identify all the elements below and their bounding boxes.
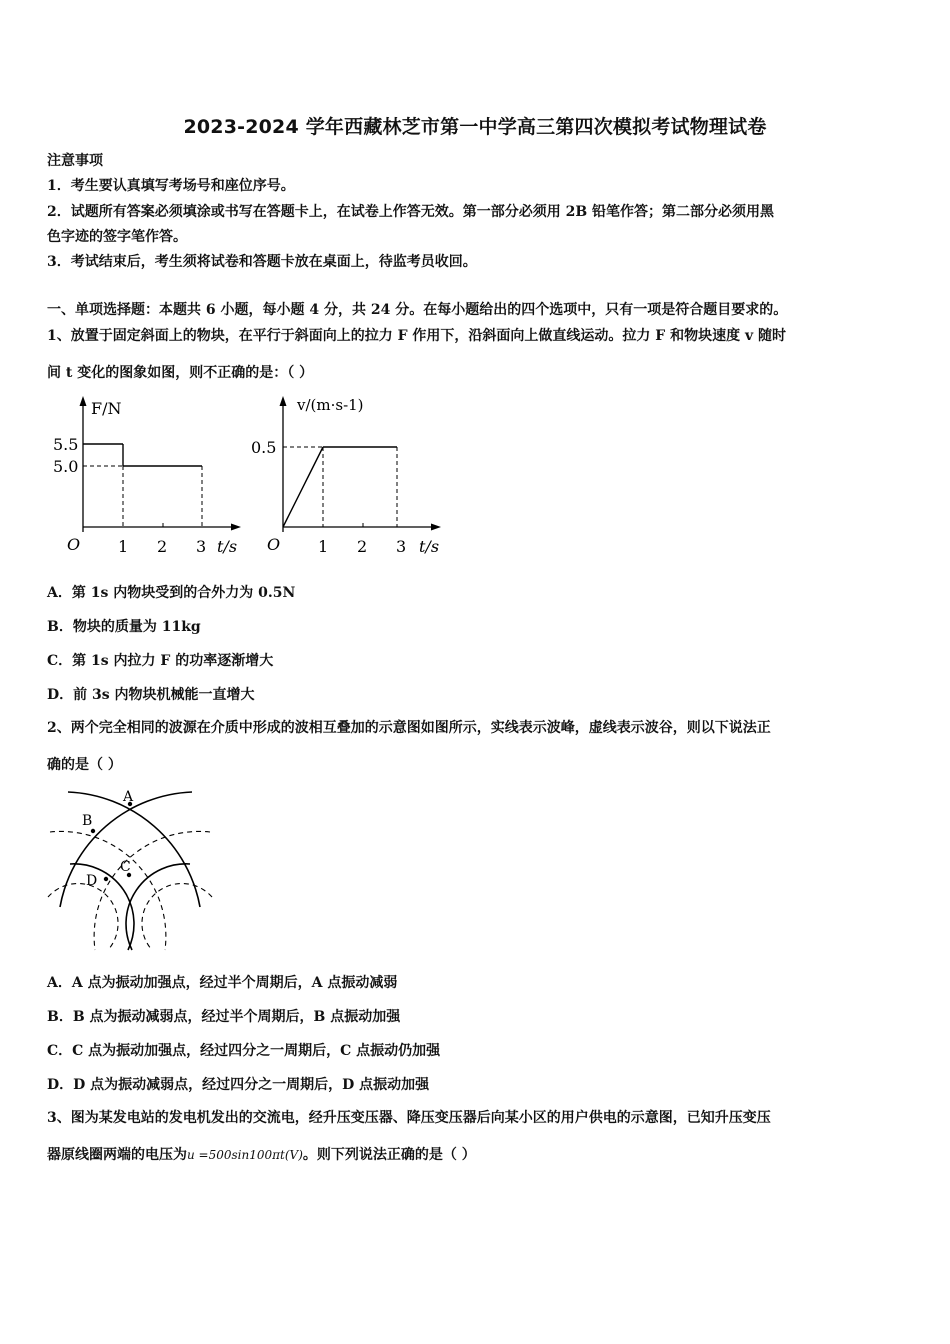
- point-d: [104, 877, 108, 881]
- q2-stem-line-1: 2、两个完全相同的波源在介质中形成的波相互叠加的示意图如图所示，实线表示波峰，虚线表示波谷，则以下说法正: [47, 720, 771, 736]
- v-xtick-1: 1: [318, 537, 329, 556]
- q2-wave-interference-figure: [40, 782, 220, 954]
- page-title: 2023-2024 学年西藏林芝市第一中学高三第四次模拟考试物理试卷: [183, 116, 767, 138]
- label-b: B: [82, 813, 93, 829]
- q3-stem-line-2: [47, 1145, 909, 1165]
- v-x-axis-arrow: [431, 524, 441, 531]
- v-ramp: [283, 447, 323, 527]
- q3-stem-line-1: 3、图为某发电站的发电机发出的交流电，经升压变压器、降压变压器后向某小区的用户供电的示意图，已知升压变压: [47, 1110, 771, 1126]
- v-xtick-3: 3: [396, 537, 407, 556]
- f-x-label: t/s: [217, 537, 238, 556]
- label-a: A: [123, 789, 134, 805]
- v-x-label: t/s: [419, 537, 440, 556]
- q1-option-c: C．第 1s 内拉力 F 的功率逐渐增大: [47, 653, 274, 669]
- trough-left-inner: [48, 883, 118, 950]
- trough-right-outer: [94, 831, 210, 950]
- q1-stem-line-1: 1、放置于固定斜面上的物块，在平行于斜面向上的拉力 F 作用下，沿斜面向上做直线运动。拉力 F 和物块速度 v 随时: [47, 328, 786, 344]
- f-xtick-2: 2: [157, 537, 168, 556]
- crest-right-inner: [126, 864, 190, 950]
- q2-option-c: C．C 点为振动加强点，经过四分之一周期后，C 点振动仍加强: [47, 1043, 441, 1059]
- q2-option-a: A．A 点为振动加强点，经过半个周期后，A 点振动减弱: [47, 975, 398, 991]
- notice-item-2: 2．试题所有答案必须填涂或书写在答题卡上，在试卷上作答无效。第一部分必须用 2B 铅笔作答；第二部分必须用黑: [47, 204, 775, 220]
- q2-stem-line-2: 确的是（ ）: [47, 757, 122, 773]
- q2-option-d: D．D 点为振动减弱点，经过四分之一周期后，D 点振动加强: [47, 1077, 430, 1093]
- q1-stem-line-2: 间 t 变化的图象如图，则不正确的是：（ ）: [47, 365, 314, 381]
- v-origin: O: [267, 535, 281, 554]
- v-ytick-0-5: 0.5: [251, 438, 277, 457]
- q2-option-b: B．B 点为振动减弱点，经过半个周期后，B 点振动加强: [47, 1009, 401, 1025]
- q1-option-d: D．前 3s 内物块机械能一直增大: [47, 687, 255, 703]
- notice-item-3: 3．考试结束后，考生须将试卷和答题卡放在桌面上，待监考员收回。: [47, 254, 477, 270]
- label-d: D: [86, 873, 98, 889]
- notice-item-1: 1．考生要认真填写考场号和座位序号。: [47, 178, 295, 194]
- v-xtick-2: 2: [357, 537, 368, 556]
- section-heading: 一、单项选择题：本题共 6 小题，每小题 4 分，共 24 分。在每小题给出的四个选项中，只有一项是符合题目要求的。: [47, 302, 788, 318]
- f-y-label: F/N: [91, 399, 122, 418]
- v-y-label: v/(m·s-1): [297, 396, 364, 414]
- q3-voltage-formula: u =500sin100πt(V): [187, 1148, 303, 1162]
- q1-force-time-graph: [45, 392, 245, 560]
- f-xtick-1: 1: [118, 537, 129, 556]
- f-ytick-5-0: 5.0: [53, 457, 79, 476]
- f-y-axis-arrow: [80, 396, 87, 406]
- q3-stem-post: 。则下列说法正确的是（ ）: [302, 1147, 476, 1163]
- trough-left-outer: [50, 831, 166, 950]
- q1-option-b: B．物块的质量为 11kg: [47, 619, 201, 635]
- notice-heading: 注意事项: [47, 153, 103, 169]
- q1-option-a: A．第 1s 内物块受到的合外力为 0.5N: [47, 585, 296, 601]
- trough-right-inner: [142, 883, 212, 950]
- v-y-axis-arrow: [280, 396, 287, 406]
- crest-right-outer: [60, 792, 192, 907]
- notice-item-2-continued: 色字迹的签字笔作答。: [47, 229, 187, 245]
- crest-left-outer: [68, 792, 200, 907]
- f-ytick-5-5: 5.5: [53, 435, 79, 454]
- f-xtick-3: 3: [196, 537, 207, 556]
- f-x-axis-arrow: [231, 524, 241, 531]
- f-origin: O: [67, 535, 81, 554]
- point-b: [91, 829, 95, 833]
- q3-stem-pre: 器原线圈两端的电压为: [47, 1147, 187, 1163]
- q1-velocity-time-graph: [245, 392, 455, 560]
- label-c: C: [120, 859, 131, 875]
- crest-left-inner: [70, 864, 134, 950]
